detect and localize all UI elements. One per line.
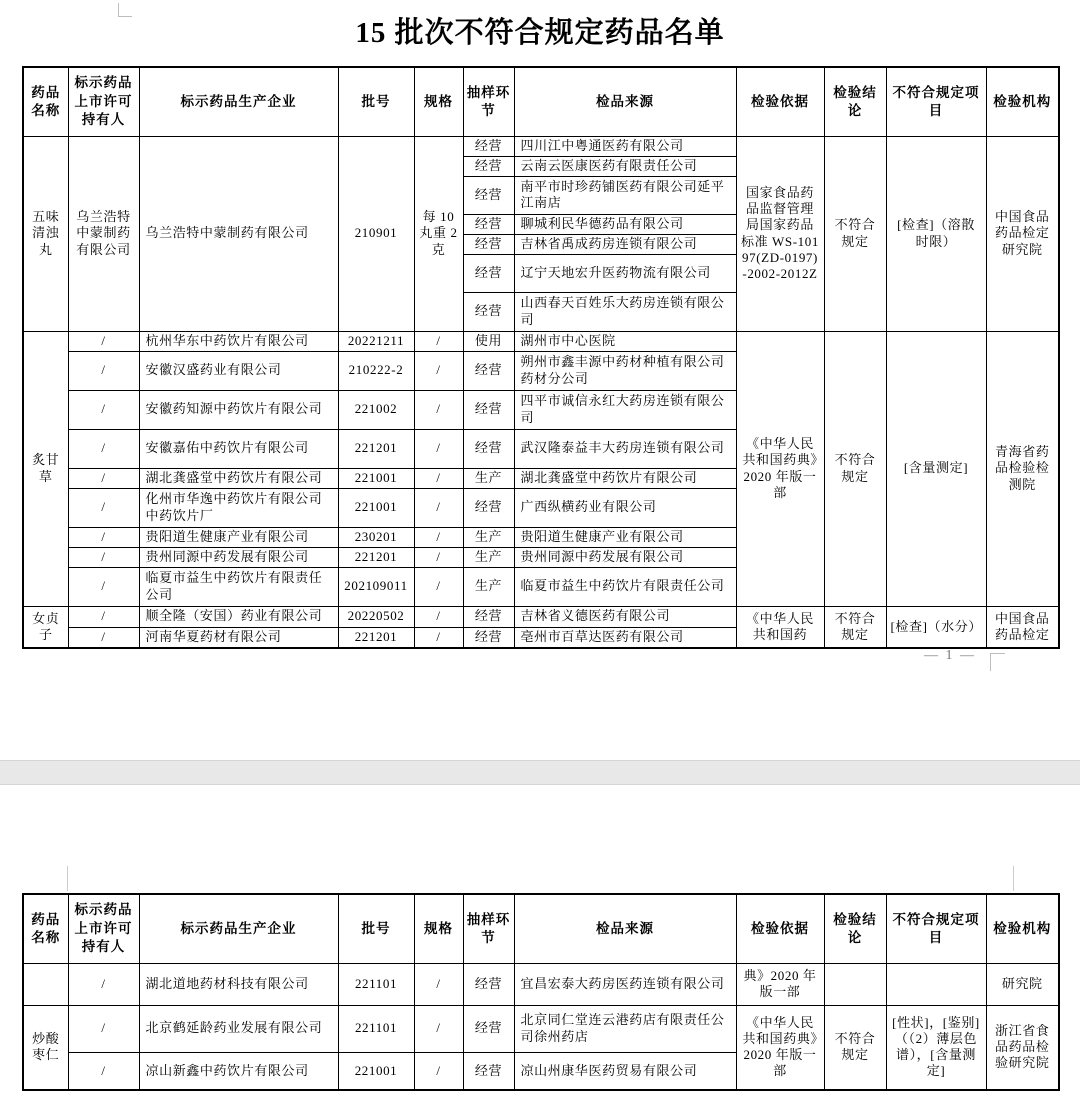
table-cell: /: [414, 547, 463, 567]
table-cell: 广西纵横药业有限公司: [514, 488, 736, 527]
table-cell: 经营: [463, 214, 514, 234]
table-cell: 北京鹤延龄药业发展有限公司: [139, 1005, 338, 1052]
column-header: 不符合规定项目: [886, 67, 986, 136]
document-title: 15 批次不符合规定药品名单: [355, 17, 725, 49]
table-cell: /: [68, 963, 139, 1005]
table-cell: 221001: [338, 468, 414, 488]
table-cell: 中国食品药品检定研究院: [986, 136, 1059, 331]
column-header: 抽样环节: [463, 894, 514, 963]
table-cell: 南平市时珍药铺医药有限公司延平江南店: [514, 176, 736, 214]
table-cell: 湖北道地药材科技有限公司: [139, 963, 338, 1005]
page2-right-boundary-mark: [1013, 866, 1014, 891]
column-header: 抽样环节: [463, 67, 514, 136]
table-cell: 《中华人民共和国药典》2020 年版一部: [736, 331, 824, 606]
table-cell: /: [68, 468, 139, 488]
table-cell: [886, 963, 986, 1005]
table-cell: 经营: [463, 156, 514, 176]
column-header: 药品名称: [23, 894, 68, 963]
table-cell: /: [68, 1052, 139, 1090]
column-header: 检验结论: [824, 894, 886, 963]
table-cell: 生产: [463, 547, 514, 567]
table-cell: 210901: [338, 136, 414, 331]
column-header: 药品名称: [23, 67, 68, 136]
table-cell: 朔州市鑫丰源中药材种植有限公司药材分公司: [514, 351, 736, 390]
table-cell: /: [68, 351, 139, 390]
table-cell: 国家食品药品监督管理局国家药品标准 WS-10197(ZD-0197)-2002-2012Z: [736, 136, 824, 331]
table-cell: [824, 963, 886, 1005]
table-cell: 经营: [463, 606, 514, 627]
column-header: 标示药品上市许可持有人: [68, 894, 139, 963]
table-cell: 吉林省义德医药有限公司: [514, 606, 736, 627]
table-cell: 《中华人民共和国药: [736, 606, 824, 648]
table-cell: 安徽汉盛药业有限公司: [139, 351, 338, 390]
column-header: 批号: [338, 894, 414, 963]
column-header: 规格: [414, 67, 463, 136]
table-cell: 221201: [338, 429, 414, 468]
table-cell: 经营: [463, 1005, 514, 1052]
table-cell: /: [414, 627, 463, 648]
table-cell: 不符合规定: [824, 136, 886, 331]
table-cell: /: [414, 963, 463, 1005]
table-cell: /: [68, 527, 139, 547]
table-cell: /: [414, 606, 463, 627]
table-cell: 临夏市益生中药饮片有限责任公司: [139, 567, 338, 606]
table-cell: 研究院: [986, 963, 1059, 1005]
table-cell: 每 10 丸重 2 克: [414, 136, 463, 331]
table-cell: 乌兰浩特中蒙制药有限公司: [68, 136, 139, 331]
column-header: 检品来源: [514, 67, 736, 136]
table-cell: 经营: [463, 390, 514, 429]
table-cell: 湖北龚盛堂中药饮片有限公司: [139, 468, 338, 488]
table-cell: 凉山州康华医药贸易有限公司: [514, 1052, 736, 1090]
table-cell: 221002: [338, 390, 414, 429]
table-cell: 贵州同源中药发展有限公司: [139, 547, 338, 567]
table-cell: 210222-2: [338, 351, 414, 390]
table-cell: /: [414, 390, 463, 429]
table-cell: 典》2020 年版一部: [736, 963, 824, 1005]
table-cell: 贵州同源中药发展有限公司: [514, 547, 736, 567]
table-cell: 经营: [463, 1052, 514, 1090]
table-cell: [检查]（水分）: [886, 606, 986, 648]
table-cell: /: [68, 567, 139, 606]
page-number: — 1 —: [924, 648, 976, 663]
table-cell: 辽宁天地宏升医药物流有限公司: [514, 254, 736, 292]
table-cell: [23, 963, 68, 1005]
table-cell: 杭州华东中药饮片有限公司: [139, 331, 338, 351]
table-cell: 不符合规定: [824, 1005, 886, 1090]
column-header: 检验机构: [986, 894, 1059, 963]
table-cell: 经营: [463, 254, 514, 292]
table-cell: /: [414, 488, 463, 527]
table-row: [23, 136, 1059, 156]
column-header: 标示药品上市许可持有人: [68, 67, 139, 136]
table-cell: /: [414, 429, 463, 468]
table-cell: 经营: [463, 136, 514, 156]
table-cell: 湖北龚盛堂中药饮片有限公司: [514, 468, 736, 488]
column-header: 标示药品生产企业: [139, 894, 338, 963]
table-cell: 经营: [463, 234, 514, 254]
table-row: [23, 963, 1059, 1005]
table-cell: 经营: [463, 351, 514, 390]
table-cell: 贵阳道生健康产业有限公司: [514, 527, 736, 547]
table-cell: /: [68, 429, 139, 468]
table-cell: [性状]，[鉴别]（（2）薄层色谱），[含量测定]: [886, 1005, 986, 1090]
table-cell: /: [68, 627, 139, 648]
table-cell: 聊城利民华德药品有限公司: [514, 214, 736, 234]
column-header: 检验依据: [736, 67, 824, 136]
table-row: [23, 606, 1059, 627]
table-cell: 四川江中粤通医药有限公司: [514, 136, 736, 156]
table-cell: 北京同仁堂连云港药店有限责任公司徐州药店: [514, 1005, 736, 1052]
table-cell: 230201: [338, 527, 414, 547]
table-cell: 20220502: [338, 606, 414, 627]
table-cell: 221201: [338, 627, 414, 648]
table-cell: /: [68, 331, 139, 351]
table-cell: /: [414, 468, 463, 488]
table-cell: 经营: [463, 429, 514, 468]
table-cell: 河南华夏药材有限公司: [139, 627, 338, 648]
table-cell: 五味清浊丸: [23, 136, 68, 331]
table-cell: 湖州市中心医院: [514, 331, 736, 351]
column-header: 检验结论: [824, 67, 886, 136]
column-header: 规格: [414, 894, 463, 963]
table-cell: 凉山新鑫中药饮片有限公司: [139, 1052, 338, 1090]
table-cell: 经营: [463, 627, 514, 648]
table-cell: 生产: [463, 527, 514, 547]
table-cell: 使用: [463, 331, 514, 351]
table-cell: 浙江省食品药品检验研究院: [986, 1005, 1059, 1090]
table-cell: /: [68, 547, 139, 567]
table-cell: /: [68, 606, 139, 627]
table-cell: 乌兰浩特中蒙制药有限公司: [139, 136, 338, 331]
table-cell: 20221211: [338, 331, 414, 351]
noncompliant-drugs-table-page2: [22, 893, 1060, 1091]
table-cell: 经营: [463, 292, 514, 331]
table-cell: 四平市诚信永红大药房连锁有限公司: [514, 390, 736, 429]
table-cell: 中国食品药品检定: [986, 606, 1059, 648]
table-cell: 安徽嘉佑中药饮片有限公司: [139, 429, 338, 468]
table-row: [23, 1005, 1059, 1052]
table-cell: 吉林省禹成药房连锁有限公司: [514, 234, 736, 254]
table-cell: [检查]（溶散时限）: [886, 136, 986, 331]
table-cell: 221001: [338, 1052, 414, 1090]
table-cell: 221001: [338, 488, 414, 527]
table-cell: 云南云医康医药有限责任公司: [514, 156, 736, 176]
table-cell: 《中华人民共和国药典》2020 年版一部: [736, 1005, 824, 1090]
column-header: 不符合规定项目: [886, 894, 986, 963]
table-cell: 女贞子: [23, 606, 68, 648]
table-cell: 经营: [463, 963, 514, 1005]
column-header: 批号: [338, 67, 414, 136]
table-cell: 221101: [338, 1005, 414, 1052]
table-cell: /: [68, 1005, 139, 1052]
table-cell: /: [414, 351, 463, 390]
table-cell: 临夏市益生中药饮片有限责任公司: [514, 567, 736, 606]
table-cell: /: [414, 527, 463, 547]
table-cell: 宜昌宏泰大药房医药连锁有限公司: [514, 963, 736, 1005]
table-cell: /: [68, 390, 139, 429]
table-cell: /: [414, 567, 463, 606]
table-cell: 不符合规定: [824, 606, 886, 648]
table-cell: 炙甘草: [23, 331, 68, 606]
page2-left-boundary-mark: [67, 866, 68, 891]
table-cell: 山西春天百姓乐大药房连锁有限公司: [514, 292, 736, 331]
table-cell: 经营: [463, 176, 514, 214]
table-row: [23, 331, 1059, 351]
table-cell: 不符合规定: [824, 331, 886, 606]
table-cell: 顺全隆（安国）药业有限公司: [139, 606, 338, 627]
table-cell: 贵阳道生健康产业有限公司: [139, 527, 338, 547]
table-cell: 亳州市百草达医药有限公司: [514, 627, 736, 648]
table-cell: 化州市华逸中药饮片有限公司中药饮片厂: [139, 488, 338, 527]
column-header: 检验机构: [986, 67, 1059, 136]
column-header: 检品来源: [514, 894, 736, 963]
table-cell: 炒酸枣仁: [23, 1005, 68, 1090]
table-cell: 生产: [463, 567, 514, 606]
page-break-separator: [0, 760, 1080, 785]
table-cell: /: [68, 488, 139, 527]
table-cell: /: [414, 1005, 463, 1052]
column-header: 检验依据: [736, 894, 824, 963]
table-cell: 生产: [463, 468, 514, 488]
table-cell: 经营: [463, 488, 514, 527]
table-cell: [含量测定]: [886, 331, 986, 606]
noncompliant-drugs-table-page1: [22, 66, 1060, 649]
table-cell: 安徽药知源中药饮片有限公司: [139, 390, 338, 429]
table-cell: 202109011: [338, 567, 414, 606]
table-cell: 221101: [338, 963, 414, 1005]
column-header: 标示药品生产企业: [139, 67, 338, 136]
table-cell: 221201: [338, 547, 414, 567]
table-cell: 武汉隆泰益丰大药房连锁有限公司: [514, 429, 736, 468]
table-cell: /: [414, 331, 463, 351]
table-cell: /: [414, 1052, 463, 1090]
table-cell: 青海省药品检验检测院: [986, 331, 1059, 606]
